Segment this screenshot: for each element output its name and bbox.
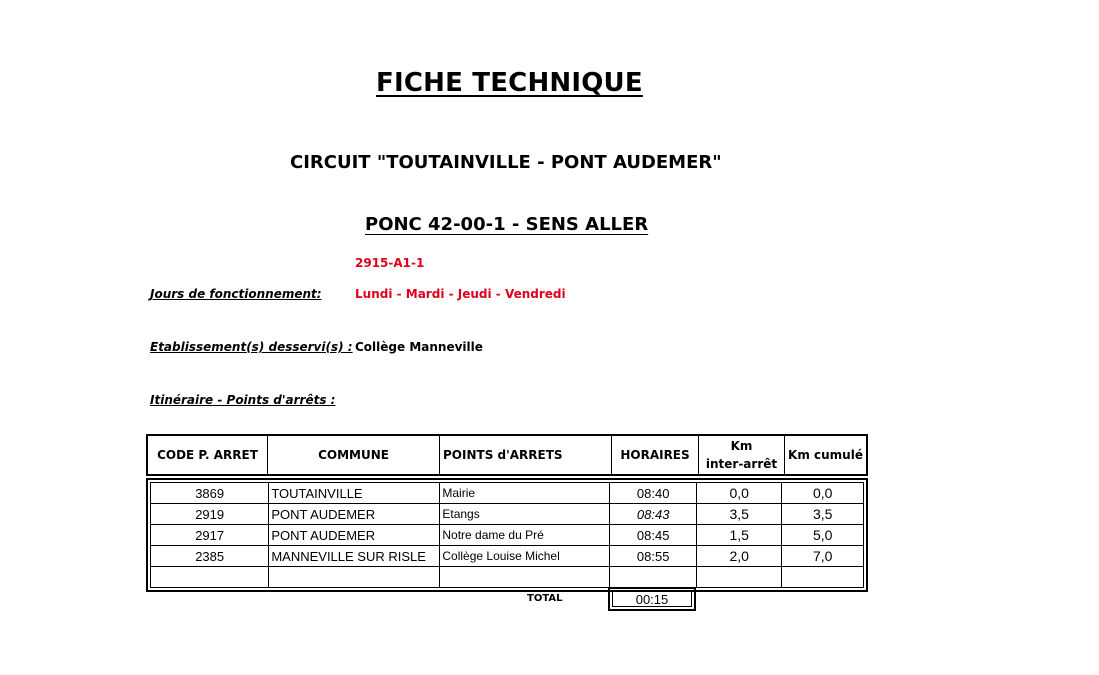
table-row	[151, 525, 863, 546]
cell-km-cumule	[782, 567, 863, 587]
route-code: 2915-A1-1	[355, 256, 425, 270]
table-row	[151, 504, 863, 525]
establishment-value: Collège Manneville	[355, 340, 483, 354]
page-title: FICHE TECHNIQUE	[376, 68, 643, 98]
cell-km-inter: 3,5	[697, 504, 783, 524]
table-body	[146, 478, 868, 592]
cell-commune: MANNEVILLE SUR RISLE	[269, 546, 440, 566]
cell-km-cumule: 0,0	[812, 485, 833, 501]
cell-horaire: 08:55	[610, 546, 697, 566]
cell-point: Mairie	[440, 483, 610, 503]
cell-km-inter	[697, 567, 783, 587]
table-row	[151, 483, 863, 504]
header-horaires: HORAIRES	[612, 436, 699, 474]
cell-point	[440, 567, 610, 587]
total-label: TOTAL	[527, 593, 563, 604]
header-km-inter-line1: Km	[730, 439, 753, 453]
cell-commune: PONT AUDEMER	[269, 504, 440, 524]
cell-km-inter: 1,5	[697, 525, 783, 545]
total-box	[608, 587, 696, 611]
cell-km-inter: 2,0	[697, 546, 783, 566]
cell-commune	[269, 567, 440, 587]
days-value: Lundi - Mardi - Jeudi - Vendredi	[355, 287, 566, 301]
cell-km-cumule: 5,0	[812, 527, 833, 543]
itinerary-label: Itinéraire - Points d'arrêts :	[150, 393, 336, 407]
cell-km-cumule: 7,0	[812, 548, 833, 564]
header-km-inter-line2: inter-arrêt	[705, 457, 778, 471]
days-label: Jours de fonctionnement:	[150, 287, 322, 301]
cell-commune: PONT AUDEMER	[269, 525, 440, 545]
cell-horaire: 08:43	[610, 504, 697, 524]
header-km-inter	[699, 436, 785, 474]
header-commune: COMMUNE	[268, 436, 440, 474]
table-row	[151, 567, 863, 587]
header-code: CODE P. ARRET	[148, 436, 268, 474]
table-header	[146, 434, 868, 476]
cell-code: 2385	[151, 546, 269, 566]
circuit-title: CIRCUIT "TOUTAINVILLE - PONT AUDEMER"	[290, 152, 722, 173]
cell-code	[151, 567, 269, 587]
total-value: 00:15	[612, 591, 692, 607]
header-km-cumule: Km cumulé	[788, 448, 863, 462]
establishment-label: Etablissement(s) desservi(s) :	[150, 340, 353, 354]
cell-point: Collège Louise Michel	[440, 546, 610, 566]
table-row	[151, 546, 863, 567]
cell-commune: TOUTAINVILLE	[269, 483, 440, 503]
cell-code: 2917	[151, 525, 269, 545]
header-points: POINTS d'ARRETS	[440, 436, 612, 474]
cell-code: 3869	[151, 483, 269, 503]
cell-code: 2919	[151, 504, 269, 524]
direction-title: PONC 42-00-1 - SENS ALLER	[365, 214, 649, 235]
cell-point: Notre dame du Pré	[440, 525, 610, 545]
cell-km-cumule: 3,5	[812, 506, 833, 522]
cell-horaire: 08:40	[610, 483, 697, 503]
cell-horaire: 08:45	[610, 525, 697, 545]
cell-horaire	[610, 567, 697, 587]
cell-point: Etangs	[440, 504, 610, 524]
cell-km-inter: 0,0	[697, 483, 783, 503]
